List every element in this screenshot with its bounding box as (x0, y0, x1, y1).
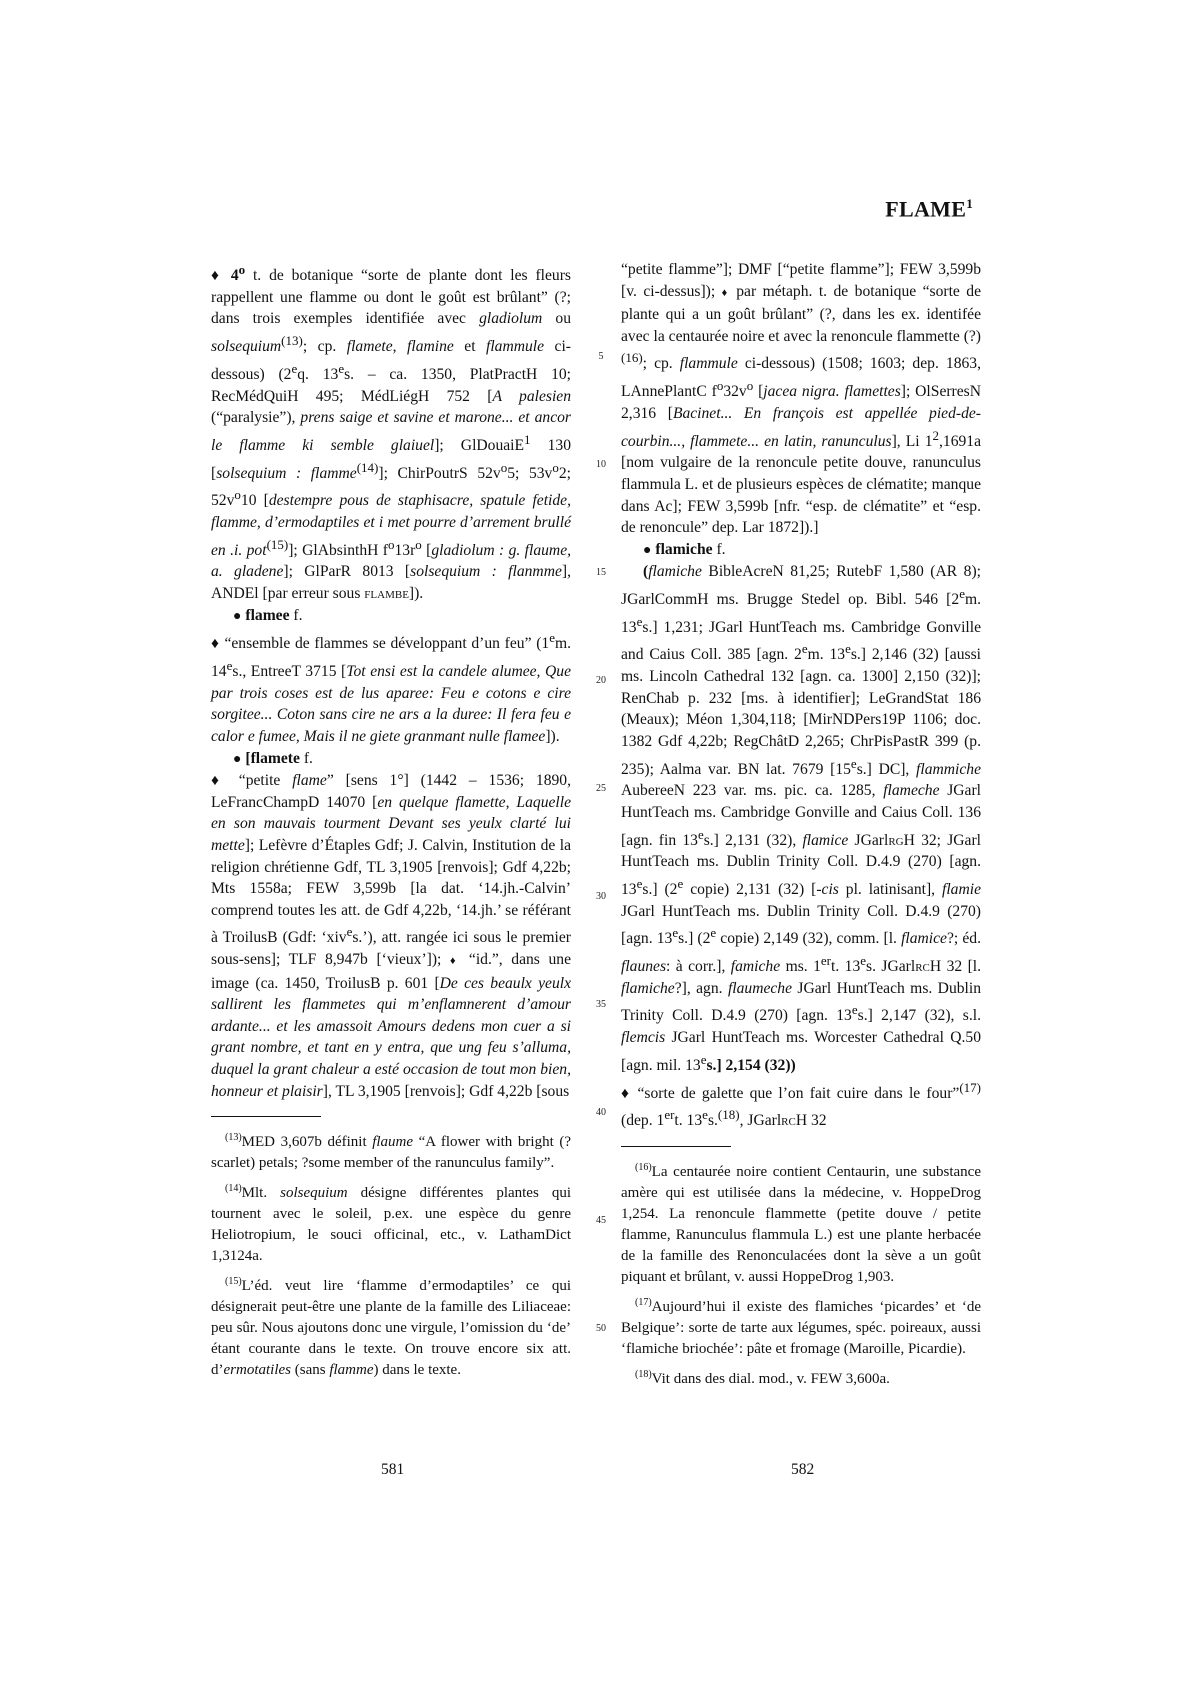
diamond-bullet-icon: ♦ (621, 1084, 632, 1102)
footnote-ref-17: (17) (959, 1079, 981, 1095)
footnote-16: $^{(16)}$La centaurée noire contient Centaurin, une substance amère qui est utilisée dans la médecine, v. HoppeDrog 1,254. La renoncule flammette (petite douve / petite flamme, Ranunculus flammula L.) est une plante herbacée de la famille des Renonculacées dont la sève a un goût piquant et brûlant, v. aussi HoppeDrog 1,903. (621, 1162, 981, 1286)
line-number: 50 (596, 1323, 606, 1334)
footnote-ref-13: (13) (281, 332, 303, 348)
headword: FLAME$^1$ (885, 196, 973, 222)
diamond-bullet-icon: ♦ (211, 267, 223, 285)
small-diamond-icon: ♦ (449, 955, 461, 968)
footnote-14: $^{(14)}$Mlt. solsequium désigne différentes plantes qui tournent avec le soleil, p.ex. une espèce du genre Heliotropium, le souci officinal, etc., v. LathamDict 1,3124a. (211, 1183, 571, 1265)
line-number: 40 (596, 1107, 606, 1118)
line-number: 5 (598, 351, 604, 362)
left-column (211, 259, 571, 1385)
flamiche-forms: (flamiche BibleAcreN 81,25; RutebF 1,580 (AR 8); JGarlCommH ms. Brugge Stedel op. Bibl. 546 [2em. 13es.] 1,231; JGarl HuntTeach ms. Cambridge Gonville and Caius Coll. 385 [agn. 2em. 13es.] 2,146 (32) [aussi ms. Lincoln Cathedral 132 [agn. ca. 1300] 2,150 (32)]; RenChab p. 232 [ms. à identifier]; LeGrandStat 186 (Meaux); Méon 1,304,118; [MirNDPers19P 1106; doc. 1382 Gdf 4,22b; RegChâtD 2,265; ChrPisPastR 399 (p. 235); Aalma var. BN lat. 7679 [15es.] DC], flammiche AubereeN 223 var. ms. pic. ca. 1285, flameche JGarl HuntTeach ms. Cambridge Gonville and Caius Coll. 136 [agn. fin 13es.] 2,131 (32), flamice JGarlrgH 32; JGarl HuntTeach ms. Dublin Trinity Coll. D.4.9 (270) [agn. 13es.] (2e copie) 2,131 (32) [-cis pl. latinisant], flamie JGarl HuntTeach ms. Dublin Trinity Coll. D.4.9 (270) [agn. 13es.] (2e copie) 2,149 (32), comm. [l. flamice?; éd. flaunes: à corr.], famiche ms. 1ert. 13es. JGarlrcH 32 [l. flamiche?], agn. flaumeche JGarl HuntTeach ms. Dublin Trinity Coll. D.4.9 (270) [agn. 13es.] 2,147 (32), s.l. flemcis JGarl HuntTeach ms. Worcester Cathedral Q.50 [agn. mil. 13es.] 2,154 (32)) (621, 563, 981, 1075)
flamiche-heading: ● flamiche f. (643, 540, 726, 558)
page-number-right: 582 (791, 1461, 815, 1478)
lemma: flamiche (655, 540, 713, 558)
footnote-ref-16: (16) (621, 350, 643, 366)
lemma: flamee (245, 606, 290, 624)
sense-4-entry: ♦ 4$^o$ t. de botanique “sorte de plante dont les fleurs rappellent une flamme ou dont le goût est brûlant” (?; dans trois exemples identifiée avec gladiolum ou solsequium$^{(13)}$; cp. flamete, flamine et flammule ci-dessous) (2eq. 13es. – ca. 1350, PlatPractH 10; RecMédQuiH 495; MédLiégH 752 [A palesien (“paralysie”), prens saige et savine et marone... et ancor le flamme ki semble glaiuel]; GlDouaiE$^1$ 130 [solsequium : flamme$^{(14)}$]; ChirPoutrS $52v^o5$; $53v^o2$; $52v^o10$ [destempre pous de staphisacre, spatule fetide, flamme, d’ermodaptiles et i met pourre d’arrement brullé en .i. pot$^{(15)}$]; GlAbsinthH $f^o13r^o$ [gladiolum : g. flaume, a. gladene]; GlParR 8013 [solsequium : flanmme], ANDEl [par erreur sous flambe]). (211, 262, 572, 603)
footnote-divider (211, 1116, 321, 1117)
line-number: 10 (596, 459, 606, 470)
page-number-left: 581 (381, 1461, 405, 1478)
line-number: 20 (596, 675, 606, 686)
flamee-entry: ♦ “ensemble de flammes se développant d’un feu” (1em. 14es., EntreeT 3715 [Tot ensi est la candele alumee, Que par trois coses est de lus aparee: Feu e cotons e cire sorgitee... Coton sans cire ne ars a la duree: Il fera feu e calor e fumee, Mais il ne giete granmant nulle flamee]). (211, 630, 572, 745)
footnote-17: $^{(17)}$Aujourd’hui il existe des flamiches ‘picardes’ et ‘de Belgique’: sorte de tarte aux légumes, spéc. poireaux, aussi ‘flamiche briochée’: pâte et fromage (Maroille, Picardie). (621, 1297, 981, 1358)
line-number: 15 (596, 567, 606, 578)
footnote-15: $^{(15)}$L’éd. veut lire ‘flamme d’ermodaptiles’ ce qui désignerait peut-être une plante de la famille des Liliaceae: peu sûr. Nous ajoutons donc une virgule, l’omission du ‘de’ étant courante dans le texte. On trouve encore six att. d’ermotatiles (sans flamme) dans le texte. (211, 1276, 571, 1379)
flamiche-entry: ♦ “sorte de galette que l’on fait cuire dans le four”$^{(17)}$ (dep. 1ert. 13es.$^{(18)}$, JGarlrcH 32 (621, 1079, 981, 1130)
line-number: 30 (596, 891, 606, 902)
line-number: 35 (596, 999, 606, 1010)
footnote-13: $^{(13)}$MED 3,607b définit flaume “A flower with bright (?scarlet) petals; ?some member of the ranunculus family”. (211, 1132, 571, 1172)
diamond-bullet-icon: ♦ (211, 772, 227, 790)
diamond-bullet-icon: ♦ (211, 635, 220, 653)
right-column (621, 259, 981, 1394)
line-number: 45 (596, 1215, 606, 1226)
footnote-divider (621, 1146, 731, 1147)
flamete-continuation: “petite flamme”]; DMF [“petite flamme”]; FEW 3,599b [v. ci-dessus]); ♦ par métaph. t. de botanique “sorte de plante qui a un goût brûlant” (?, dans les ex. identifée avec la centaurée noire et avec la renoncule flammette (?)$^{(16)}$; cp. flammule ci-dessous) (1508; 1603; dep. 1863, LAnnePlantC $f^o32v^o$ [jacea nigra. flamettes]; OlSerresN 2,316 [Bacinet... En françois est appellée pied-de-courbin..., flammete... en latin, ranunculus], Li $1^2,1691a$ [nom vulgaire de la renoncule petite douve, ranunculus flammula L. et de plusieurs espèces de clématite; manque dans Ac]; FEW 3,599b [nfr. “esp. de clématite” et “esp. de renoncule” dep. Lar 1872]).] (621, 261, 982, 537)
footnote-18: $^{(18)}$Vit dans des dial. mod., v. FEW 3,600a. (635, 1369, 890, 1388)
footnote-ref-18: (18) (717, 1107, 740, 1123)
flamete-entry: ♦ “petite flame” [sens 1°] (1442 – 1536; 1890, LeFrancChampD 14070 [en quelque flamette, Laquelle en son mauvais tourment Devant ses yeulx clarté lui mette]; Lefèvre d’Étaples Gdf; J. Calvin, Institution de la religion chrétienne Gdf, TL 3,1905 [renvois]; Gdf 4,22b; Mts 1558a; FEW 3,599b [la dat. ‘14.jh.-Calvin’ comprend toutes les att. de Gdf 4,22b, ‘14.jh.’ se référant à TroilusB (Gdf: ‘xiv$^e$s.’), att. rangée ici sous le premier sous-sens]; TLF 8,947b [‘vieux’]); ♦ “id.”, dans une image (ca. 1450, TroilusB p. 601 [De ces beaulx yeulx sallirent les flammetes qui m’enflamnerent d’amour ardante... et les amassoit Amours dedens mon cuer a si grant nombre, et tant en y entra, que ung feu s’alluma, duquel la grant chaleur a esté occasion de tout mon bien, honneur et plaisir], TL 3,1905 [renvois]; Gdf 4,22b [sous (211, 772, 572, 1100)
round-bullet-icon: ● (233, 608, 242, 624)
small-diamond-icon: ♦ (721, 286, 730, 299)
footnote-ref-14: (14) (356, 459, 379, 475)
round-bullet-icon: ● (643, 542, 652, 558)
footnote-ref-15: (15) (266, 536, 289, 552)
flamete-heading: ● [flamete f. (233, 749, 313, 767)
round-bullet-icon: ● (233, 751, 242, 767)
lemma: [flamete (245, 749, 300, 767)
line-number: 25 (596, 783, 606, 794)
flamee-heading: ● flamee f. (233, 606, 303, 624)
